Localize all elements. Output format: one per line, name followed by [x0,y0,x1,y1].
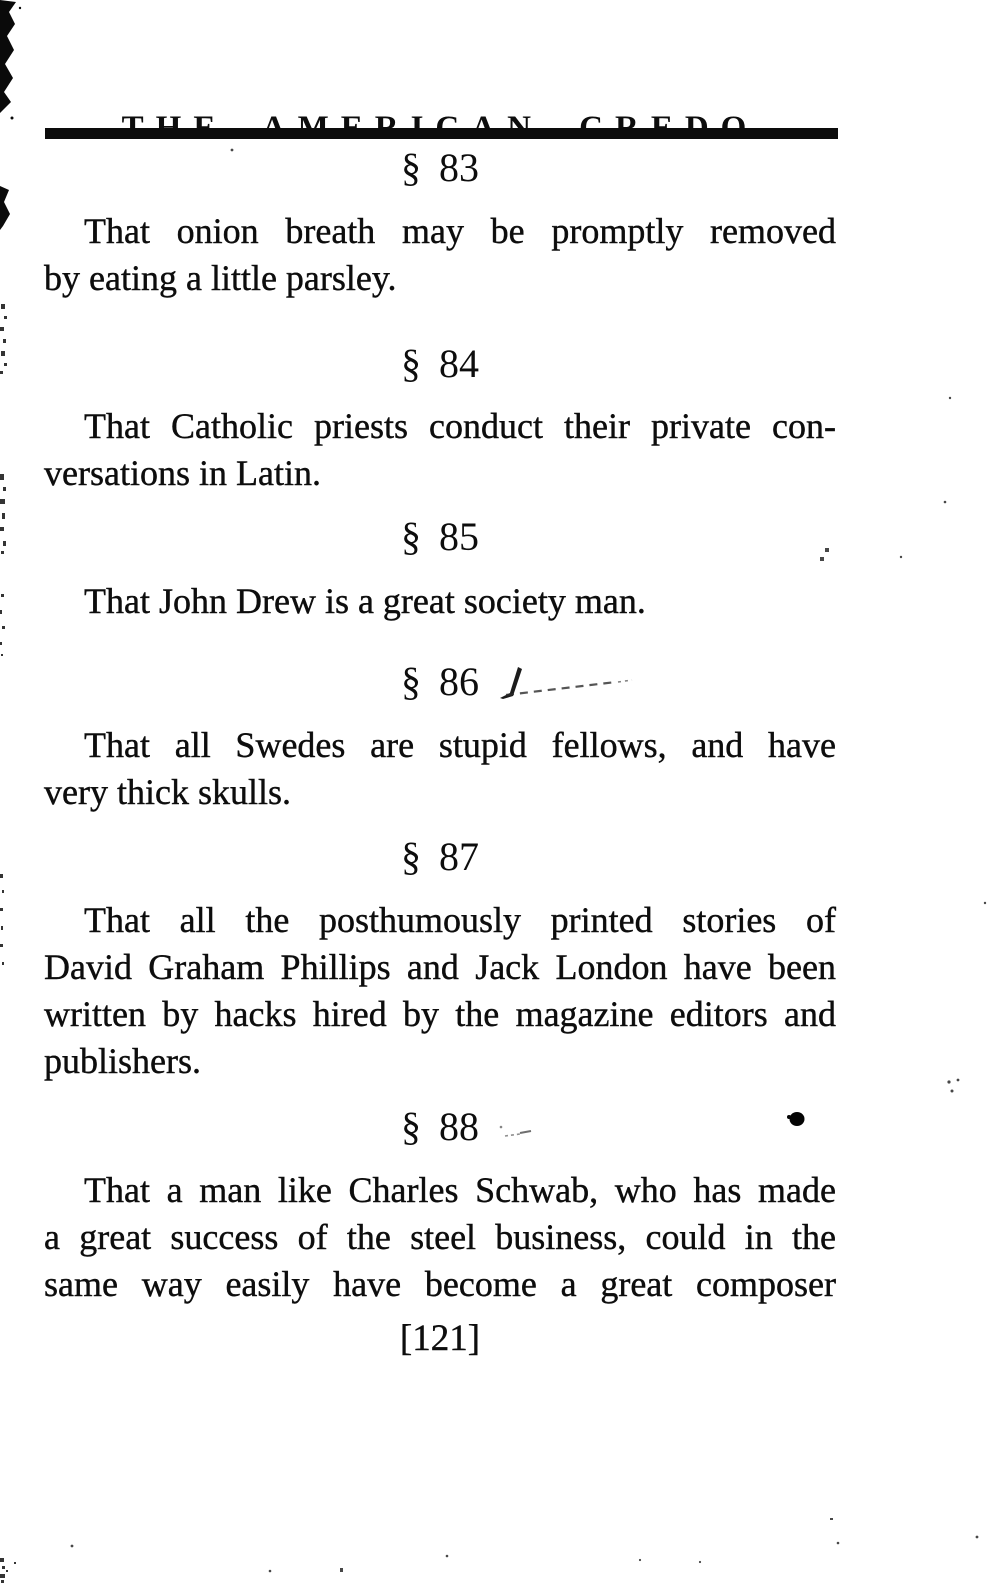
paragraph-line: That a man like Charles Schwab, who has made [84,1170,836,1210]
paragraph-line: very thick skulls. [44,772,291,812]
paragraph-line: versations in Latin. [44,453,321,493]
paragraph-line: same way easily have become a great composer [44,1264,836,1304]
section-paragraph-87 [44,897,836,1085]
header-rule [45,128,838,139]
scan-artifact-left-blob-mid [0,186,10,230]
paragraph-line: a great success of the steel business, could in the [44,1217,836,1257]
section-heading-83: § 83 [401,145,479,190]
paragraph-line: That onion breath may be promptly removed [84,211,836,251]
paragraph-line: written by hacks hired by the magazine editors and [44,994,836,1034]
paragraph-line: publishers. [44,1041,201,1081]
paragraph-line: That all the posthumously printed stories of [84,900,836,940]
paragraph-line: That Catholic priests conduct their private con- [84,406,836,446]
section-heading-88: § 88 [401,1104,479,1149]
section-heading-84: § 84 [401,341,479,386]
page-number: [121] [399,1318,481,1359]
section-paragraph-86 [44,722,836,816]
section-heading-85: § 85 [401,514,479,559]
scan-artifact-left-blob-top [0,0,21,120]
section-paragraph-84 [44,403,836,497]
section-paragraph-85 [44,578,836,625]
section-paragraph-83 [44,208,836,302]
paragraph-line: That all Swedes are stupid fellows, and have [84,725,836,765]
paragraph-line: David Graham Phillips and Jack London have been [44,947,836,987]
scan-artifact-left-specks [0,304,16,1583]
section-heading-86: § 86 [401,659,479,704]
paragraph-line: by eating a little parsley. [44,258,397,298]
section-heading-87: § 87 [401,834,479,879]
paragraph-line: That John Drew is a great society man. [84,581,646,621]
section-paragraph-88 [44,1167,836,1308]
